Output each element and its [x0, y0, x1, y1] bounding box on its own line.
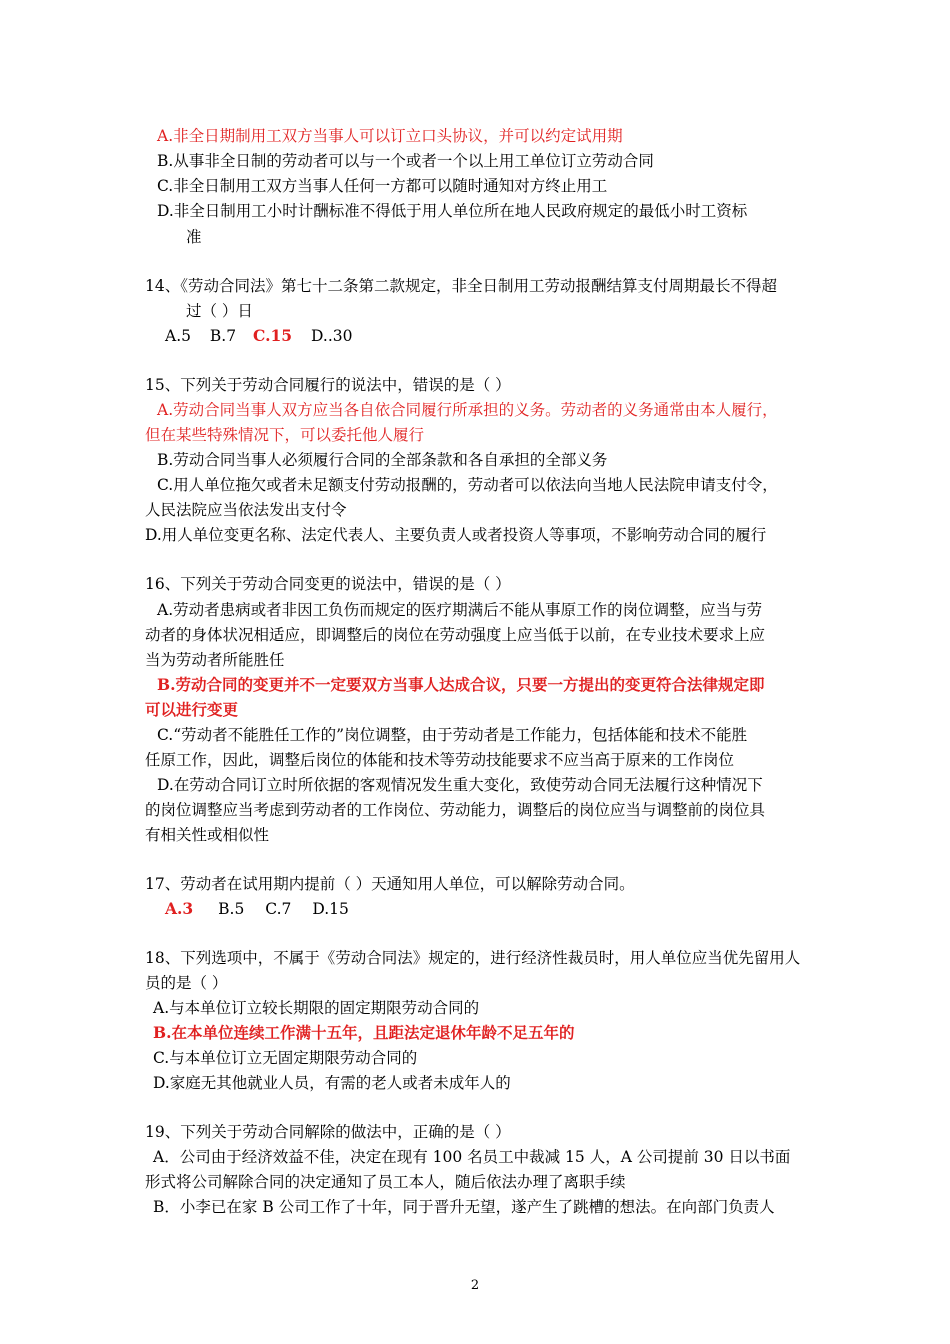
q14-stem: 14、《劳动合同法》第七十二条第二款规定，非全日制用工劳动报酬结算支付周期最长不得超	[145, 277, 777, 295]
q16-option-b-answer: B.劳动合同的变更并不一定要双方当事人达成合议，只要一方提出的变更符合法律规定即	[157, 675, 765, 694]
q13-option-d: D.非全日制用工小时计酬标准不得低于用人单位所在地人民政府规定的最低小时工资标	[157, 202, 748, 220]
q19-stem: 19、下列关于劳动合同解除的做法中，正确的是（ ）	[145, 1123, 511, 1141]
q19-option-a-cont: 形式将公司解除合同的决定通知了员工本人，随后依法办理了离职手续	[145, 1173, 626, 1191]
q15-option-a-answer: A.劳动合同当事人双方应当各自依合同履行所承担的义务。劳动者的义务通常由本人履行，	[157, 401, 778, 419]
q14-option-d: D..30	[311, 327, 353, 345]
q16-option-a: A.劳动者患病或者非因工负伤而规定的医疗期满后不能从事原工作的岗位调整，应当与劳	[157, 601, 763, 619]
q16-option-d-cont: 的岗位调整应当考虑到劳动者的工作岗位、劳动能力，调整后的岗位应当与调整前的岗位具	[145, 801, 766, 819]
q15-option-c-cont: 人民法院应当依法发出支付令	[145, 501, 347, 519]
q16-option-c-cont: 任原工作，因此，调整后岗位的体能和技术等劳动技能要求不应当高于原来的工作岗位	[145, 751, 735, 769]
q14-option-b: B.7	[209, 327, 237, 345]
q14-options	[165, 326, 352, 346]
q16-option-a-cont: 动者的身体状况相适应，即调整后的岗位在劳动强度上应当低于以前，在专业技术要求上应	[145, 626, 766, 644]
q15-option-d: D.用人单位变更名称、法定代表人、主要负责人或者投资人等事项，不影响劳动合同的履行	[145, 526, 767, 544]
q16-option-d: D.在劳动合同订立时所依据的客观情况发生重大变化，致使劳动合同无法履行这种情况下	[157, 776, 763, 794]
q17-option-d: D.15	[312, 900, 349, 918]
q18-stem: 18、下列选项中，不属于《劳动合同法》规定的，进行经济性裁员时，用人单位应当优先留用人	[145, 949, 801, 967]
q15-option-c: C.用人单位拖欠或者未足额支付劳动报酬的，劳动者可以依法向当地人民法院申请支付令，	[157, 476, 778, 494]
q14-option-a: A.5	[165, 327, 191, 345]
q13-option-d-cont: 准	[186, 228, 202, 246]
q18-option-b-answer: B.在本单位连续工作满十五年，且距法定退休年龄不足五年的	[153, 1023, 575, 1042]
q13-option-b: B.从事非全日制的劳动者可以与一个或者一个以上用工单位订立劳动合同	[157, 152, 654, 170]
q17-option-a-answer: A.3	[165, 899, 194, 918]
q17-option-c: C.7	[265, 900, 292, 918]
q15-option-b: B.劳动合同当事人必须履行合同的全部条款和各自承担的全部义务	[157, 451, 608, 469]
q18-option-d: D.家庭无其他就业人员，有需的老人或者未成年人的	[153, 1074, 511, 1092]
q17-options	[165, 899, 349, 919]
q18-option-c: C.与本单位订立无固定期限劳动合同的	[153, 1049, 418, 1067]
q16-option-b-answer-cont: 可以进行变更	[145, 700, 239, 719]
q17-option-b: B.5	[218, 900, 245, 918]
q16-stem: 16、下列关于劳动合同变更的说法中，错误的是（ ）	[145, 575, 511, 593]
q15-stem: 15、下列关于劳动合同履行的说法中，错误的是（ ）	[145, 376, 511, 394]
q16-option-d-cont2: 有相关性或相似性	[145, 826, 270, 844]
q19-option-b: B．小李已在家 B 公司工作了十年，同于晋升无望，遂产生了跳槽的想法。在向部门负责人	[153, 1198, 775, 1216]
q17-stem: 17、劳动者在试用期内提前（ ）天通知用人单位，可以解除劳动合同。	[145, 875, 635, 893]
q13-option-a-answer: A.非全日期制用工双方当事人可以订立口头协议，并可以约定试用期	[157, 127, 623, 145]
q16-option-a-cont2: 当为劳动者所能胜任	[145, 651, 285, 669]
q18-option-a: A.与本单位订立较长期限的固定期限劳动合同的	[153, 999, 480, 1017]
q18-stem-cont: 员的是（ ）	[145, 974, 228, 992]
q16-option-c: C.“劳动者不能胜任工作的”岗位调整，由于劳动者是工作能力，包括体能和技术不能胜	[157, 726, 748, 744]
q14-stem-cont: 过（ ）日	[186, 302, 253, 320]
q14-option-c-answer: C.15	[253, 326, 293, 345]
page-number: 2	[470, 1278, 480, 1293]
q13-option-c: C.非全日制用工双方当事人任何一方都可以随时通知对方终止用工	[157, 177, 608, 195]
q15-option-a-answer-cont: 但在某些特殊情况下，可以委托他人履行	[145, 426, 425, 444]
q19-option-a: A．公司由于经济效益不佳，决定在现有 100 名员工中裁减 15 人，A 公司提前 30 日以书面	[153, 1148, 791, 1166]
